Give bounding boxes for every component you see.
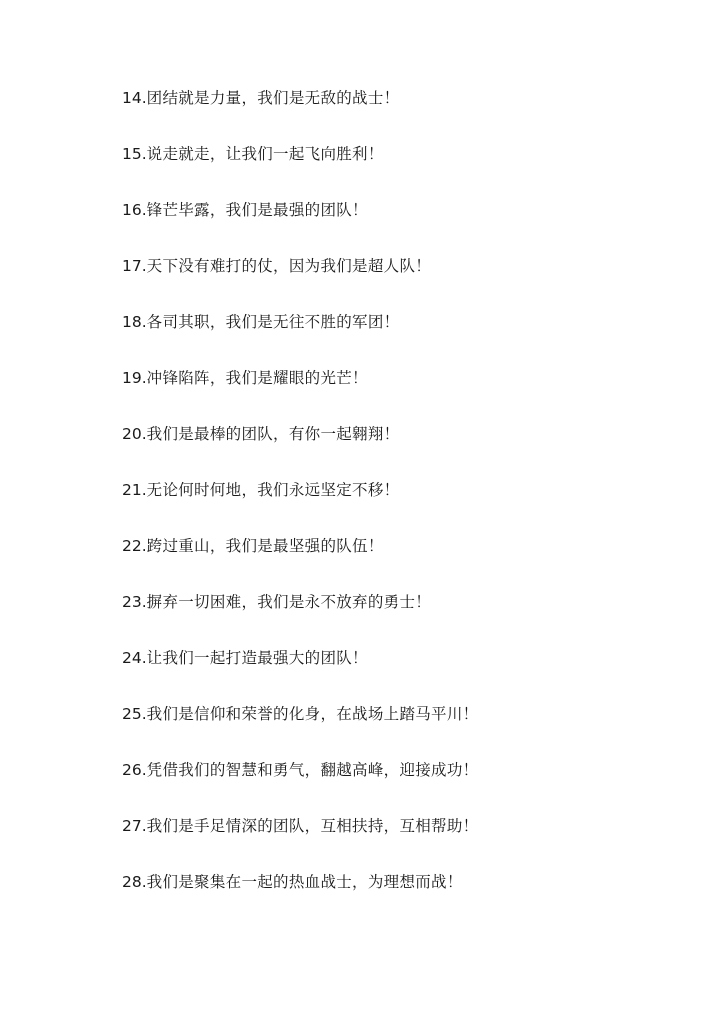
list-item bbox=[122, 86, 682, 142]
list-item bbox=[122, 478, 682, 534]
item-text: 各司其职，我们是无往不胜的军团！ bbox=[146, 313, 400, 331]
list-item bbox=[122, 254, 682, 310]
list-item bbox=[122, 814, 682, 870]
list-item bbox=[122, 870, 682, 926]
item-number: 19. bbox=[122, 369, 147, 387]
item-number: 28. bbox=[122, 873, 147, 891]
item-text: 跨过重山，我们是最坚强的队伍！ bbox=[146, 537, 384, 555]
item-text: 让我们一起打造最强大的团队！ bbox=[146, 649, 368, 667]
item-text: 凭借我们的智慧和勇气，翻越高峰，迎接成功！ bbox=[146, 761, 479, 779]
list-item bbox=[122, 198, 682, 254]
item-number: 18. bbox=[122, 313, 147, 331]
item-number: 17. bbox=[122, 257, 147, 275]
item-text: 我们是手足情深的团队，互相扶持，互相帮助！ bbox=[146, 817, 479, 835]
list-item bbox=[122, 646, 682, 702]
item-number: 23. bbox=[122, 593, 147, 611]
item-number: 20. bbox=[122, 425, 147, 443]
item-text: 说走就走，让我们一起飞向胜利！ bbox=[146, 145, 384, 163]
item-number: 22. bbox=[122, 537, 147, 555]
item-text: 锋芒毕露，我们是最强的团队！ bbox=[146, 201, 368, 219]
list-item bbox=[122, 366, 682, 422]
item-text: 冲锋陷阵，我们是耀眼的光芒！ bbox=[146, 369, 368, 387]
item-text: 团结就是力量，我们是无敌的战士！ bbox=[146, 89, 400, 107]
item-text: 我们是信仰和荣誉的化身，在战场上踏马平川！ bbox=[146, 705, 479, 723]
list-item bbox=[122, 142, 682, 198]
item-text: 天下没有难打的仗，因为我们是超人队！ bbox=[146, 257, 432, 275]
list-item bbox=[122, 758, 682, 814]
list-item bbox=[122, 702, 682, 758]
item-number: 27. bbox=[122, 817, 147, 835]
item-number: 21. bbox=[122, 481, 147, 499]
item-number: 14. bbox=[122, 89, 147, 107]
item-text: 我们是最棒的团队，有你一起翱翔！ bbox=[146, 425, 400, 443]
item-text: 摒弃一切困难，我们是永不放弃的勇士！ bbox=[146, 593, 432, 611]
list-item bbox=[122, 590, 682, 646]
slogan-list bbox=[122, 86, 682, 926]
item-text: 我们是聚集在一起的热血战士，为理想而战！ bbox=[146, 873, 463, 891]
list-item bbox=[122, 422, 682, 478]
list-item bbox=[122, 534, 682, 590]
item-number: 24. bbox=[122, 649, 147, 667]
list-item bbox=[122, 310, 682, 366]
item-number: 26. bbox=[122, 761, 147, 779]
item-number: 25. bbox=[122, 705, 147, 723]
item-number: 15. bbox=[122, 145, 147, 163]
item-text: 无论何时何地，我们永远坚定不移！ bbox=[146, 481, 400, 499]
item-number: 16. bbox=[122, 201, 147, 219]
